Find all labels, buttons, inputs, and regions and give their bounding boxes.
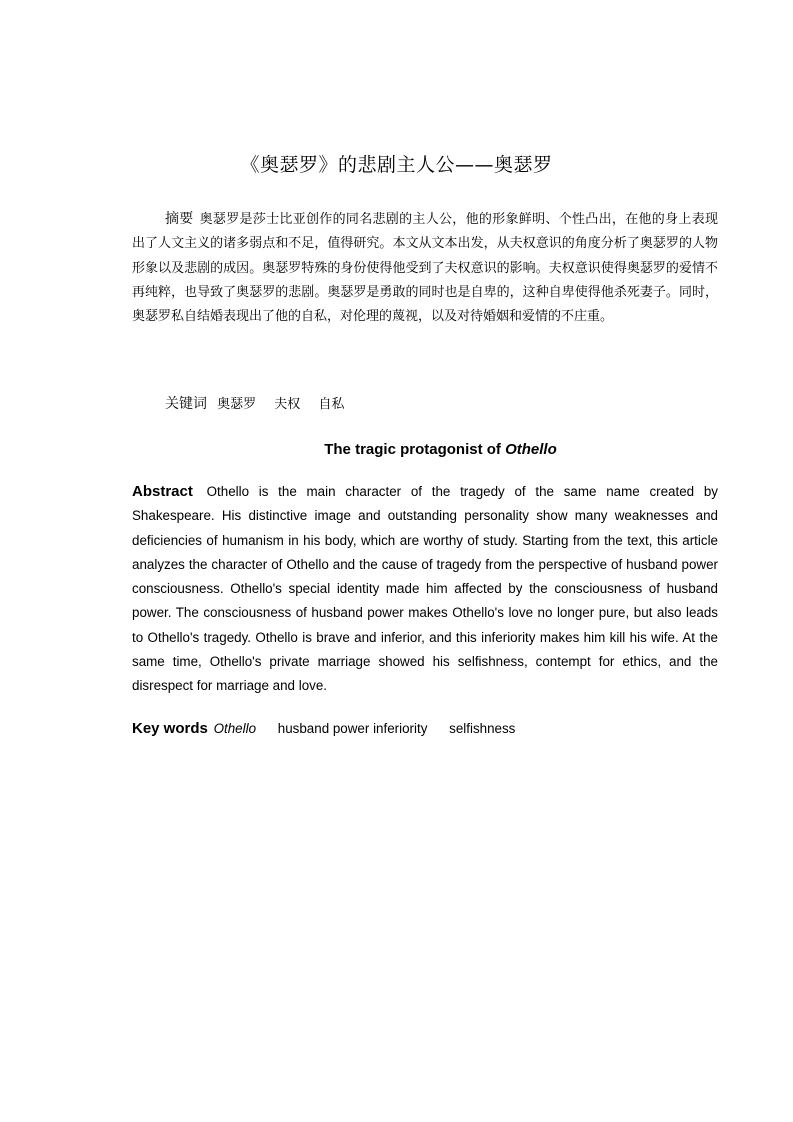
chinese-keyword: 夫权 [274,397,301,412]
english-abstract-label: Abstract [132,483,193,500]
english-keyword: inferiority [373,721,428,736]
english-keyword: husband power [277,721,370,736]
chinese-title: 《奥瑟罗》的悲剧主人公——奥瑟罗 [240,154,553,176]
english-title-italic: Othello [505,441,557,458]
chinese-keywords-label: 关键词 [165,396,207,412]
english-keyword: Othello [213,721,257,736]
english-abstract [132,480,718,699]
english-title [0,438,793,462]
english-keywords-label: Key words [132,720,208,737]
english-abstract-text: Othello is the main character of the tragedy of the same name created by Shakespeare. His distinctive image and outstanding personality show many weaknesses and deficiencies of humanism in his body, which are worthy of study. Starting from the text, this article analyzes the character of Othello and the cause of tragedy from the perspective of husband power consciousness. Othello's special identity made him affected by the consciousness of husband power. The consciousness of husband power makes Othello's love no longer pure, but also leads to Othello's tragedy. Othello is brave and inferior, and this inferiority makes him kill his wife. At the same time, Othello's private marriage showed his selfishness, contempt for ethics, and the disrespect for marriage and love. [132,484,718,694]
chinese-abstract-label: 摘要 [165,211,194,227]
chinese-keywords [165,392,358,417]
chinese-abstract [132,207,718,329]
chinese-keyword: 奥瑟罗 [217,397,257,412]
english-keywords [132,717,533,741]
english-title-prefix: The tragic protagonist of [324,441,506,458]
chinese-abstract-text: 奥瑟罗是莎士比亚创作的同名悲剧的主人公，他的形象鲜明、个性凸出，在他的身上表现出了人文主义的诸多弱点和不足，值得研究。本文从文本出发，从夫权意识的角度分析了奥瑟罗的人物形象以及悲剧的成因。奥瑟罗特殊的身份使得他受到了夫权意识的影响。夫权意识使得奥瑟罗的爱情不再纯粹，也导致了奥瑟罗的悲剧。奥瑟罗是勇敢的同时也是自卑的，这种自卑使得他杀死妻子。同时，奥瑟罗私自结婚表现出了他的自私，对伦理的蔑视，以及对待婚姻和爱情的不庄重。 [132,212,718,325]
chinese-keyword: 自私 [318,397,345,412]
english-keyword: selfishness [449,721,516,736]
